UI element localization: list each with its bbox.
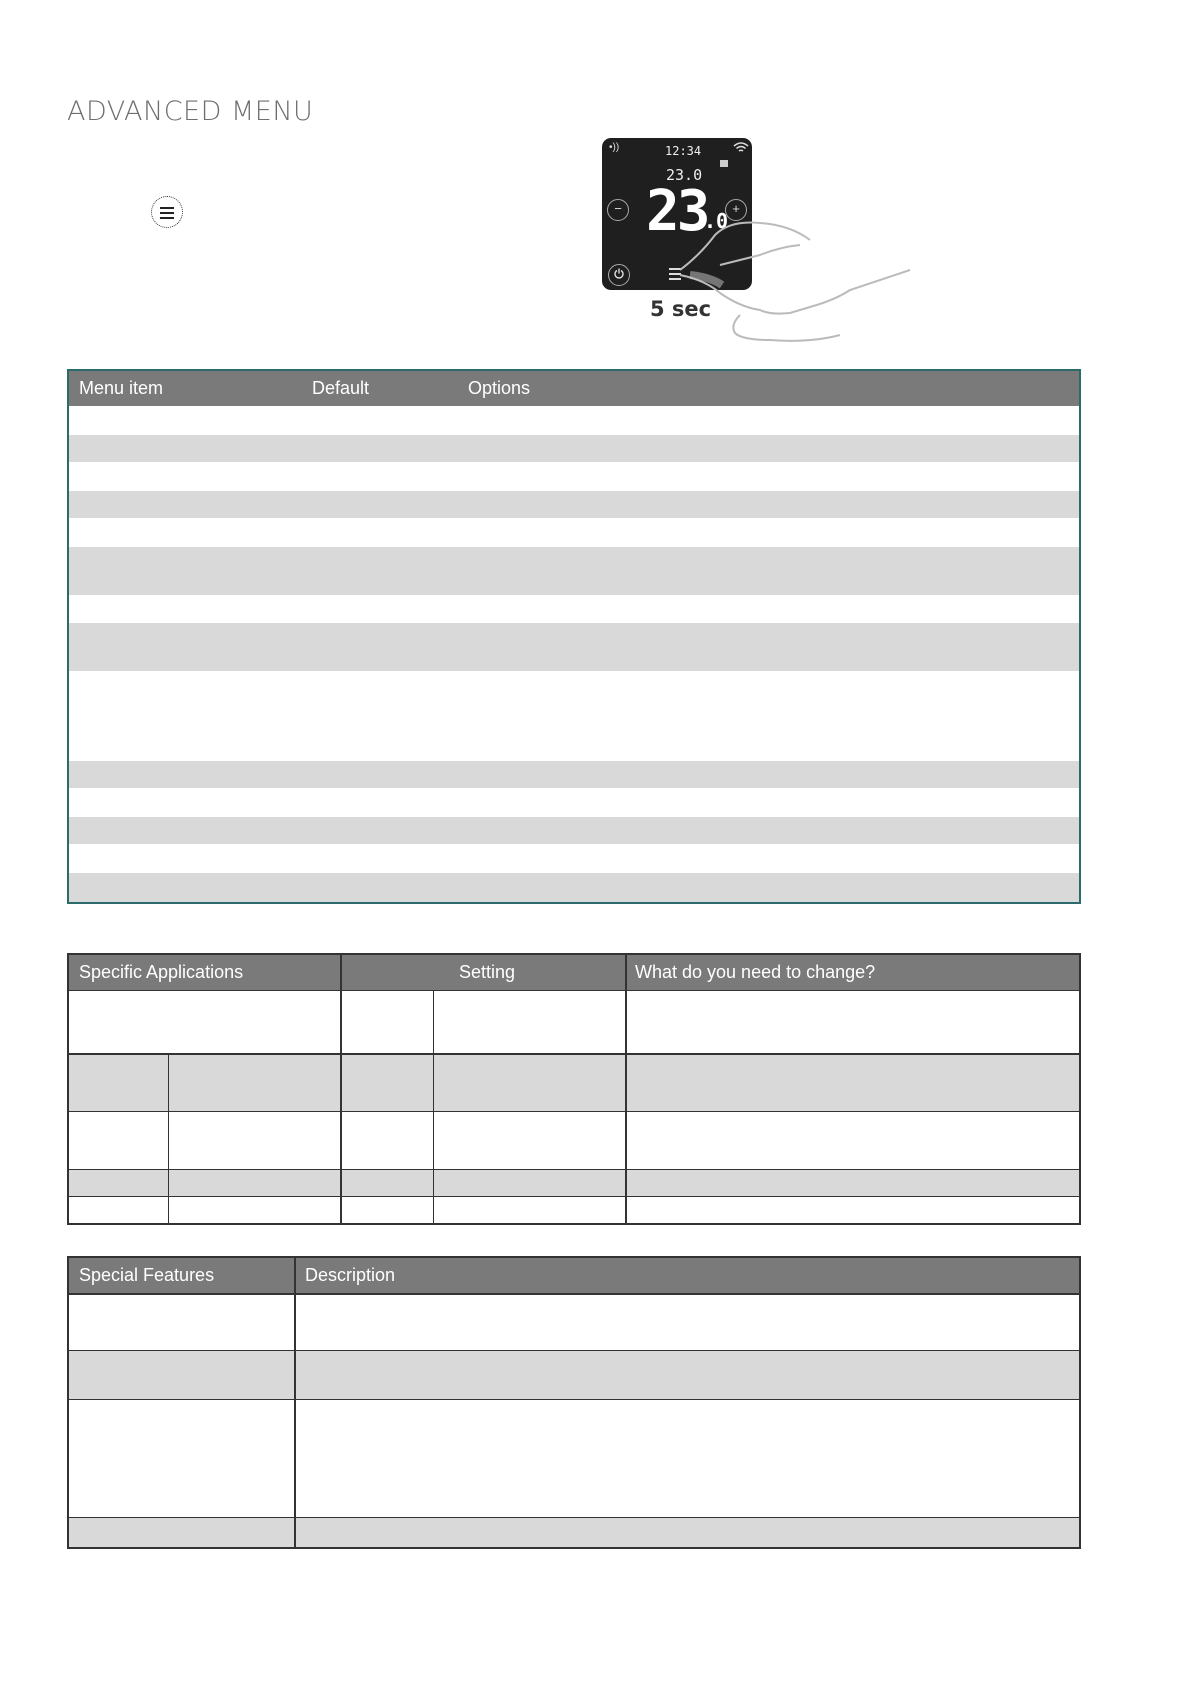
features-table — [67, 1256, 1081, 1549]
header-default: Default — [312, 378, 370, 398]
table-row — [69, 761, 1079, 788]
header-description: Description — [305, 1265, 396, 1285]
table-row — [69, 491, 1079, 518]
device-temperature-decimal: .0 — [704, 209, 729, 233]
table-row — [69, 788, 1079, 817]
table-row — [69, 817, 1079, 844]
table-row — [69, 406, 1079, 435]
table-row — [69, 518, 1079, 547]
signal-icon: •)) — [609, 142, 620, 153]
table-row — [69, 595, 1079, 623]
wifi-icon — [733, 142, 749, 157]
minus-button[interactable]: − — [607, 199, 629, 221]
device-clock: 12:34 — [665, 144, 702, 158]
table-row — [69, 623, 1079, 671]
hand-press-icon — [660, 215, 920, 365]
calendar-icon — [720, 160, 728, 167]
header-what-to-change: What do you need to change? — [635, 962, 876, 982]
header-special-features: Special Features — [79, 1265, 215, 1285]
header-specific-applications: Specific Applications — [79, 962, 244, 982]
header-menu-item: Menu item — [79, 378, 164, 398]
device-temperature: 23 — [646, 179, 708, 244]
table-row — [69, 1399, 1079, 1517]
hold-duration-label: 5 sec — [650, 297, 712, 321]
applications-table — [67, 953, 1081, 1225]
power-button[interactable] — [608, 264, 630, 286]
table-row — [69, 462, 1079, 491]
table-row — [69, 1517, 1079, 1547]
power-icon — [613, 268, 625, 280]
table-row — [69, 844, 1079, 873]
device-setpoint: 23.0 — [666, 166, 703, 184]
table-header — [69, 955, 1079, 990]
header-setting: Setting — [459, 962, 516, 982]
table-row — [69, 1053, 1079, 1111]
table-row — [69, 1293, 1079, 1350]
table-header — [69, 1258, 1079, 1293]
table-row — [69, 1111, 1079, 1169]
menu-icon — [151, 196, 183, 228]
table-row — [69, 1350, 1079, 1399]
menu-items-table — [67, 369, 1081, 904]
table-row — [69, 671, 1079, 761]
table-row — [69, 1169, 1079, 1196]
page-title: ADVANCED MENU — [67, 96, 314, 127]
header-options: Options — [468, 378, 531, 398]
table-row — [69, 1196, 1079, 1223]
table-header — [69, 371, 1079, 406]
table-row — [69, 435, 1079, 462]
table-row — [69, 990, 1079, 1053]
table-row — [69, 547, 1079, 595]
plus-button[interactable]: + — [725, 199, 747, 221]
table-row — [69, 873, 1079, 902]
